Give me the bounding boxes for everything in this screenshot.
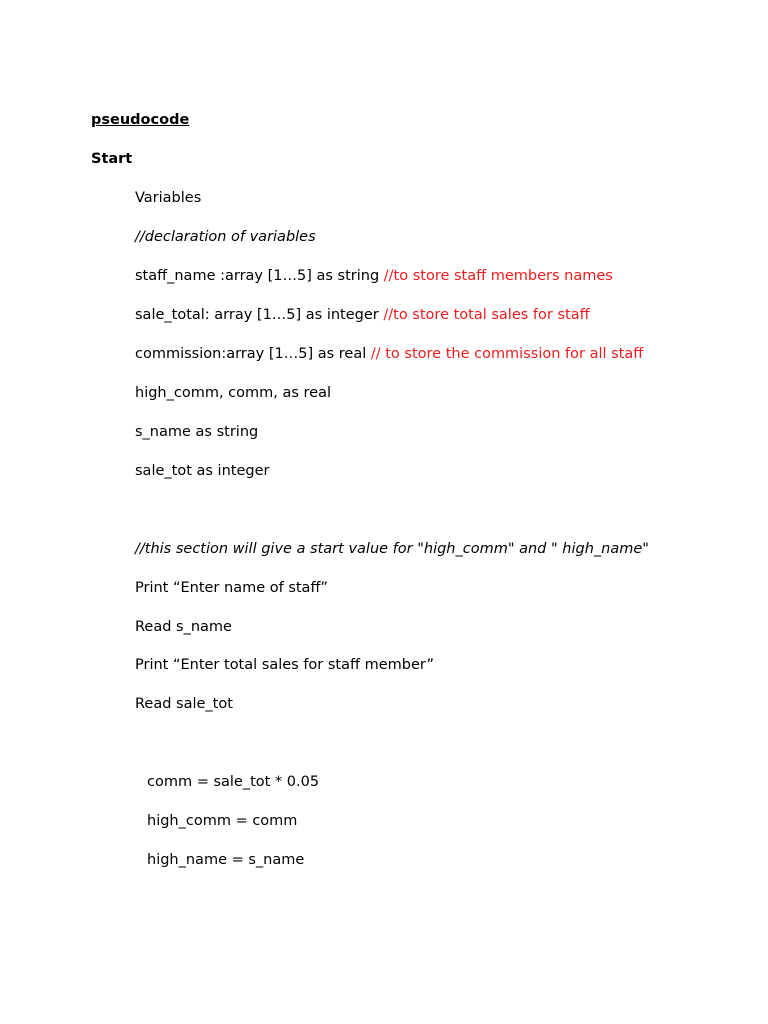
commission-line (135, 344, 643, 364)
read-sales-statement: Read sale_tot (135, 696, 233, 712)
section-comment: //this section will give a start value for "high_comm" and " high_name" (135, 541, 649, 557)
commission-code: commission:array [1…5] as real (135, 346, 371, 362)
start-keyword: Start (91, 151, 133, 167)
staff-name-line (135, 266, 613, 286)
sale-total-line (135, 305, 590, 325)
sale-tot-declaration: sale_tot as integer (135, 463, 270, 479)
sale-total-code: sale_total: array [1…5] as integer (135, 307, 384, 323)
high-comm-declaration: high_comm, comm, as real (135, 385, 332, 401)
print-name-statement: Print “Enter name of staff” (135, 580, 328, 596)
commission-comment: // to store the commission for all staff (370, 346, 644, 362)
staff-name-code: staff_name :array [1…5] as string (135, 268, 384, 284)
sale-total-comment: //to store total sales for staff (383, 307, 590, 323)
high-name-assignment: high_name = s_name (147, 852, 305, 868)
s-name-declaration: s_name as string (135, 424, 259, 440)
variables-label: Variables (135, 190, 202, 206)
print-sales-statement: Print “Enter total sales for staff member” (135, 657, 434, 673)
document-heading: pseudocode (91, 112, 190, 128)
read-name-statement: Read s_name (135, 619, 232, 635)
staff-name-comment: //to store staff members names (383, 268, 613, 284)
comm-calculation: comm = sale_tot * 0.05 (147, 774, 320, 790)
declaration-comment: //declaration of variables (135, 229, 316, 245)
high-comm-assignment: high_comm = comm (147, 813, 298, 829)
